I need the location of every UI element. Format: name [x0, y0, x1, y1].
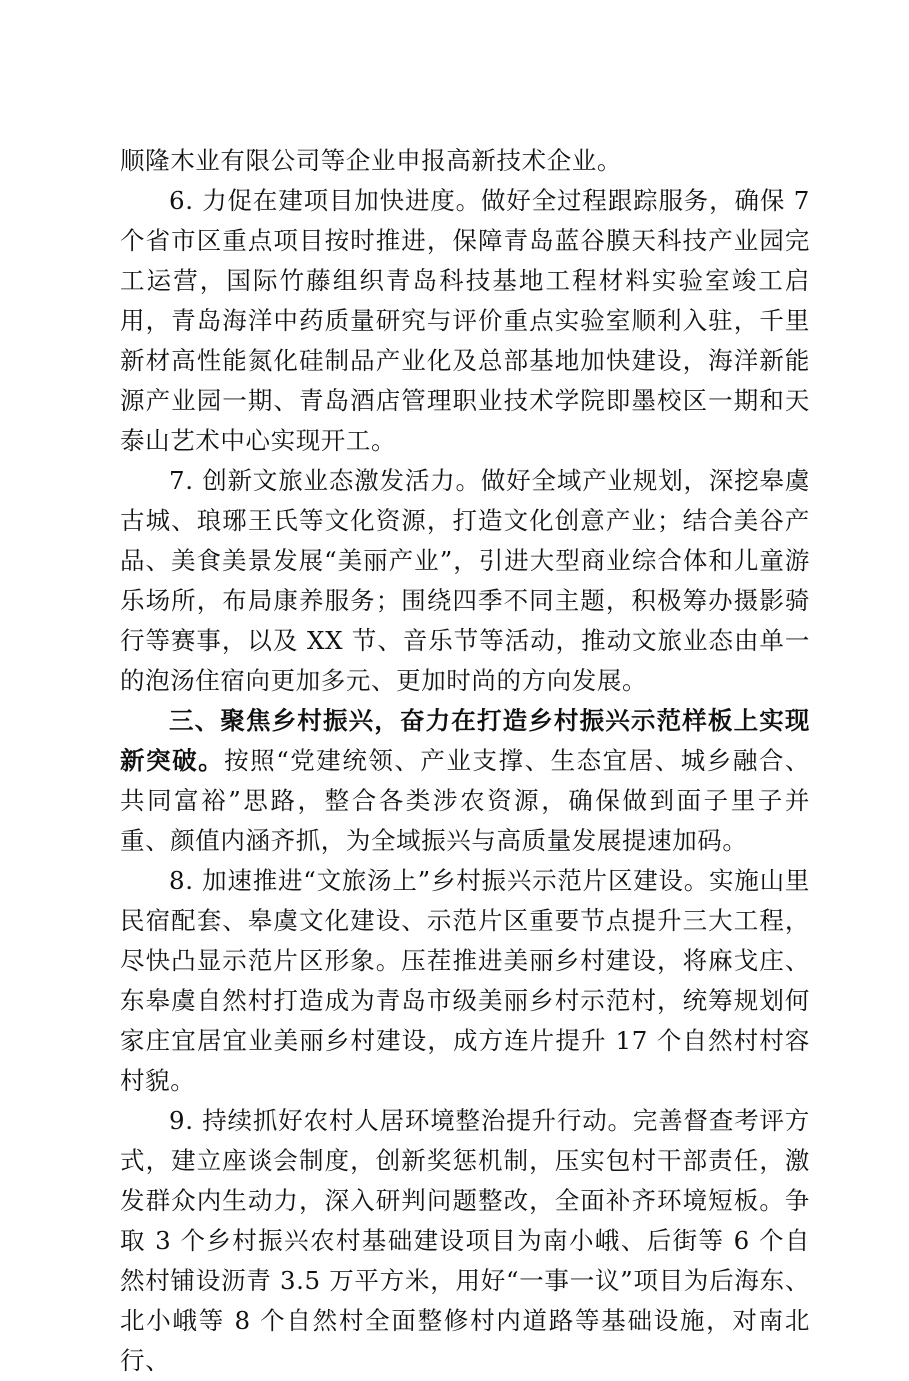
paragraph-continuation [120, 141, 810, 181]
paragraph-item-9 [120, 1101, 810, 1381]
paragraph-text: 7. 创新文旅业态激发活力。做好全域产业规划，深挖皋虞古城、琅琊王氏等文化资源，打造文化创意产业；结合美谷产品、美食美景发展“美丽产业”，引进大型商业综合体和儿童游乐场所，布局康养服务；围绕四季不同主题，积极筹办摄影骑行等赛事，以及 XX 节、音乐节等活动，推动文旅业态由单一的泡汤住宿向更加多元、更加时尚的方向发展。 [120, 466, 810, 695]
document-body [120, 141, 810, 1381]
paragraph-text: 按照“党建统领、产业支撑、生态宜居、城乡融合、共同富裕”思路，整合各类涉农资源，确保做到面子里子并重、颜值内涵齐抓，为全域振兴与高质量发展提速加码。 [120, 746, 810, 855]
paragraph-text: 6. 力促在建项目加快进度。做好全过程跟踪服务，确保 7 个省市区重点项目按时推进，保障青岛蓝谷膜天科技产业园完工运营，国际竹藤组织青岛科技基地工程材料实验室竣工启用，青岛海洋中药质量研究与评价重点实验室顺利入驻，千里新材高性能氮化硅制品产业化及总部基地加快建设，海洋新能源产业园一期、青岛酒店管理职业技术学院即墨校区一期和天泰山艺术中心实现开工。 [120, 186, 810, 455]
paragraph-section-3 [120, 701, 810, 861]
section-heading: 三、聚焦乡村振兴，奋力在打造乡村振兴示范样板上实现新突破。 [120, 706, 810, 775]
paragraph-text: 9. 持续抓好农村人居环境整治提升行动。完善督查考评方式，建立座谈会制度，创新奖惩机制，压实包村干部责任，激发群众内生动力，深入研判问题整改，全面补齐环境短板。争取 3 个乡村振兴农村基础建设项目为南小峨、后街等 6 个自然村铺设沥青 3.5 万平方米，用好“一事一议”项目为后海东、北小峨等 8 个自然村全面整修村内道路等基础设施，对南北行、 [120, 1106, 810, 1375]
paragraph-item-7 [120, 461, 810, 701]
paragraph-item-8 [120, 861, 810, 1101]
paragraph-item-6 [120, 181, 810, 461]
paragraph-text: 8. 加速推进“文旅汤上”乡村振兴示范片区建设。实施山里民宿配套、皋虞文化建设、示范片区重要节点提升三大工程，尽快凸显示范片区形象。压茬推进美丽乡村建设，将麻戈庄、东皋虞自然村打造成为青岛市级美丽乡村示范村，统筹规划何家庄宜居宜业美丽乡村建设，成方连片提升 17 个自然村村容村貌。 [120, 866, 810, 1095]
paragraph-text: 顺隆木业有限公司等企业申报高新技术企业。 [120, 146, 622, 175]
